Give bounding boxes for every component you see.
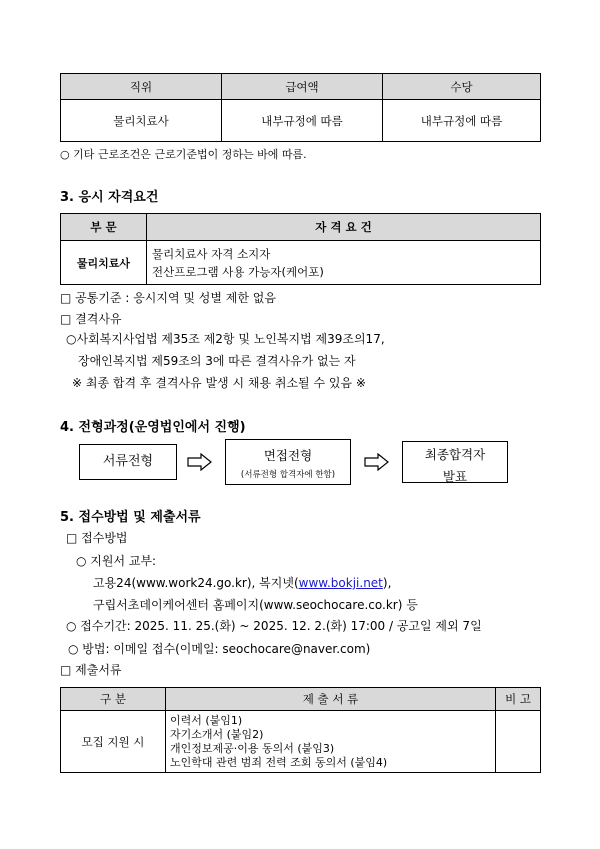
disqualification-title: □ 결격사유 <box>60 312 122 326</box>
arrow-right-icon <box>364 453 390 471</box>
qual-req-line: 전산프로그램 사용 가능자(케어포) <box>152 264 324 279</box>
step-interview <box>225 439 351 485</box>
step-final-line2: 발표 <box>442 469 468 484</box>
arrow-right-icon <box>187 453 213 471</box>
salary-header-allowance: 수당 <box>383 74 541 100</box>
section4-title: 4. 전형과정(운영법인에서 진행) <box>60 420 246 435</box>
salary-cell-position: 물리치료사 <box>61 100 222 142</box>
step-interview-label: 면접전형 <box>263 448 313 463</box>
step-interview-sub: (서류전형 합격자에 한함) <box>240 470 336 480</box>
salary-table <box>60 73 541 142</box>
salary-header-position: 직위 <box>61 74 222 100</box>
salary-note: ○ 기타 근로조건은 근로기준법이 정하는 바에 따름. <box>60 148 307 161</box>
section3-title: 3. 응시 자격요건 <box>60 190 159 205</box>
sites-prefix: 고용24(www.work24.go.kr), 복지넷( <box>93 576 299 590</box>
salary-header-pay: 급여액 <box>222 74 383 100</box>
documents-title: □ 제출서류 <box>60 663 122 677</box>
sites-suffix: ), <box>382 576 392 590</box>
docs-category: 모집 지원 시 <box>61 711 166 773</box>
disqualification-line1: ○사회복지사업법 제35조 제2항 및 노인복지법 제39조의17, <box>66 332 385 346</box>
qual-req <box>147 241 541 285</box>
disqualification-line2: 장애인복지법 제59조의 3에 따른 결격사유가 없는 자 <box>78 354 356 368</box>
section5-title: 5. 접수방법 및 제출서류 <box>60 510 201 525</box>
docs-header-documents: 제 출 서 류 <box>166 688 496 711</box>
salary-cell-pay: 내부규정에 따름 <box>222 100 383 142</box>
docs-header-category: 구 분 <box>61 688 166 711</box>
receipt-method-title: □ 접수방법 <box>66 531 128 545</box>
docs-list <box>166 711 496 773</box>
sites-line2: 구립서초데이케어센터 홈페이지(www.seochocare.co.kr) 등 <box>93 598 418 612</box>
disqualification-note: ※ 최종 합격 후 결격사유 발생 시 채용 취소될 수 있음 ※ <box>72 376 366 390</box>
docs-header-remarks: 비 고 <box>496 688 541 711</box>
salary-cell-allowance: 내부규정에 따름 <box>383 100 541 142</box>
qual-header-req: 자 격 요 건 <box>147 214 541 241</box>
step-document-screening <box>79 444 177 480</box>
step-final-announcement <box>402 441 508 483</box>
qualification-table <box>60 213 541 285</box>
docs-item: 노인학대 관련 범죄 전력 조회 동의서 (붙임4) <box>170 755 388 769</box>
receipt-period: ○ 접수기간: 2025. 11. 25.(화) ~ 2025. 12. 2.(화) 17:00 / 공고일 제외 7일 <box>66 619 482 633</box>
step-document-label: 서류전형 <box>102 454 154 469</box>
documents-table <box>60 687 541 773</box>
docs-item: 이력서 (붙임1) <box>170 713 243 727</box>
docs-item: 개인정보제공·이용 동의서 (붙임3) <box>170 741 335 755</box>
bokji-link[interactable]: www.bokji.net <box>298 576 383 590</box>
receipt-email-method: ○ 방법: 이메일 접수(이메일: seochocare@naver.com) <box>68 642 371 656</box>
form-delivery-label: ○ 지원서 교부: <box>76 554 157 568</box>
step-final-line1: 최종합격자 <box>424 447 486 462</box>
docs-item: 자기소개서 (붙임2) <box>170 727 264 741</box>
docs-remarks <box>496 711 541 773</box>
qual-dept: 물리치료사 <box>61 241 147 285</box>
common-criteria: □ 공통기준 : 응시지역 및 성별 제한 없음 <box>60 291 276 305</box>
sites-line1 <box>93 574 391 591</box>
qual-req-line: 물리치료사 자격 소지자 <box>152 246 271 261</box>
qual-header-dept: 부 문 <box>61 214 147 241</box>
